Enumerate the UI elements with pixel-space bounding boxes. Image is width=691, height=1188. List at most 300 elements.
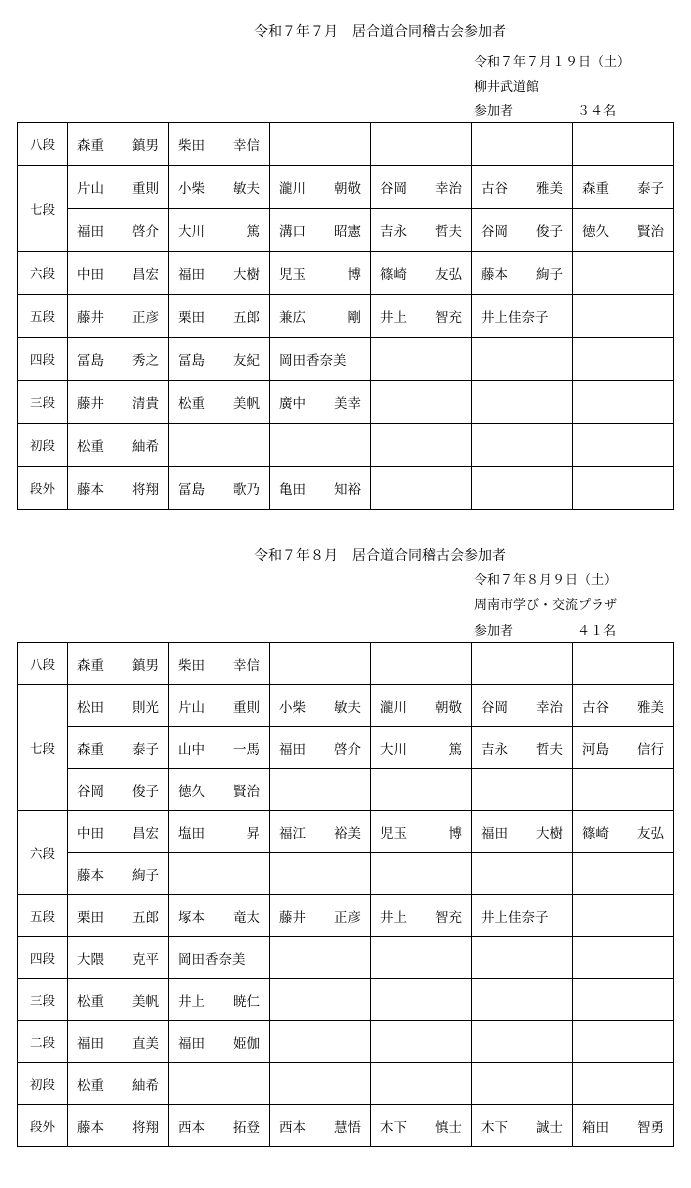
surname: 藤本 bbox=[77, 1119, 104, 1136]
name-cell bbox=[573, 1105, 674, 1147]
surname: 森重 bbox=[77, 741, 104, 758]
name-cell bbox=[371, 727, 472, 769]
given-name: 雅美 bbox=[637, 699, 664, 716]
given-name: 篤 bbox=[246, 224, 260, 240]
given-name: 大樹 bbox=[233, 267, 260, 283]
participant-count: ３４名 bbox=[577, 104, 617, 119]
name-cell bbox=[573, 166, 674, 209]
name-cell bbox=[68, 166, 169, 209]
surname: 福田 bbox=[77, 224, 104, 240]
name-cell bbox=[169, 811, 270, 853]
surname: 小柴 bbox=[279, 699, 306, 716]
surname: 篠崎 bbox=[380, 267, 407, 283]
name-cell bbox=[169, 1063, 270, 1105]
table-row bbox=[18, 1063, 674, 1105]
name-cell bbox=[169, 252, 270, 295]
name-cell bbox=[270, 252, 371, 295]
surname: 森重 bbox=[582, 181, 609, 197]
rank-label: 六段 bbox=[18, 252, 68, 295]
given-name: 啓介 bbox=[132, 224, 159, 240]
name-cell bbox=[472, 209, 573, 252]
name-cell bbox=[371, 811, 472, 853]
surname: 西本 bbox=[279, 1119, 306, 1136]
name-cell bbox=[573, 1021, 674, 1063]
given-name: 信行 bbox=[637, 741, 664, 758]
rank-label: 六段 bbox=[18, 811, 68, 895]
table-row bbox=[18, 1105, 674, 1147]
given-name: 友弘 bbox=[637, 825, 664, 842]
name-cell bbox=[68, 727, 169, 769]
name-cell bbox=[573, 338, 674, 381]
given-name: 暁仁 bbox=[233, 993, 260, 1010]
name-cell bbox=[472, 123, 573, 166]
given-name: 智充 bbox=[435, 310, 462, 326]
surname: 亀田 bbox=[279, 482, 306, 498]
surname: 福田 bbox=[481, 825, 508, 842]
name-cell bbox=[169, 979, 270, 1021]
surname: 森重 bbox=[77, 138, 104, 154]
surname: 木下 bbox=[481, 1119, 508, 1136]
event-date: 令和７年８月９日（土） bbox=[474, 573, 618, 588]
table-row bbox=[18, 1021, 674, 1063]
given-name: 智勇 bbox=[637, 1119, 664, 1136]
name-cell bbox=[169, 727, 270, 769]
surname: 松重 bbox=[77, 1077, 104, 1094]
rank-label: 七段 bbox=[18, 166, 68, 252]
table-row bbox=[18, 166, 674, 209]
table-row bbox=[18, 338, 674, 381]
name-cell bbox=[270, 769, 371, 811]
name-cell bbox=[169, 895, 270, 937]
name-cell bbox=[68, 853, 169, 895]
surname: 藤本 bbox=[481, 267, 508, 283]
table-row bbox=[18, 685, 674, 727]
name-cell bbox=[68, 338, 169, 381]
rank-label: 七段 bbox=[18, 685, 68, 811]
given-name: 慧悟 bbox=[334, 1119, 361, 1136]
name-cell bbox=[371, 295, 472, 338]
given-name: 泰子 bbox=[637, 181, 664, 197]
name-cell bbox=[573, 811, 674, 853]
rank-label: 四段 bbox=[18, 338, 68, 381]
name-cell bbox=[169, 937, 270, 979]
name-cell bbox=[573, 769, 674, 811]
given-name: 剛 bbox=[347, 310, 361, 326]
surname: 谷岡 bbox=[481, 224, 508, 240]
name-cell bbox=[270, 727, 371, 769]
name-cell bbox=[270, 643, 371, 685]
name-cell bbox=[472, 979, 573, 1021]
name-cell bbox=[169, 1021, 270, 1063]
given-name: 昌宏 bbox=[132, 825, 159, 842]
name-cell bbox=[68, 295, 169, 338]
name-cell bbox=[270, 1021, 371, 1063]
name-cell bbox=[472, 769, 573, 811]
name-cell bbox=[371, 252, 472, 295]
given-name: 篤 bbox=[448, 741, 462, 758]
surname: 井上佳奈子 bbox=[481, 909, 549, 926]
given-name: 竜太 bbox=[233, 909, 260, 926]
roster-table-july bbox=[17, 122, 674, 510]
surname: 小柴 bbox=[178, 181, 205, 197]
surname: 井上 bbox=[380, 310, 407, 326]
surname: 松重 bbox=[77, 439, 104, 455]
surname: 瀧川 bbox=[279, 181, 306, 197]
rank-label: 二段 bbox=[18, 1021, 68, 1063]
name-cell bbox=[270, 338, 371, 381]
table-row bbox=[18, 853, 674, 895]
name-cell bbox=[472, 424, 573, 467]
given-name: 賢治 bbox=[233, 783, 260, 800]
given-name: 博 bbox=[347, 267, 361, 283]
name-cell bbox=[472, 853, 573, 895]
surname: 谷岡 bbox=[481, 699, 508, 716]
given-name: 誠士 bbox=[536, 1119, 563, 1136]
surname: 山中 bbox=[178, 741, 205, 758]
name-cell bbox=[472, 685, 573, 727]
section-title: 令和７年７月 居合道合同稽古会参加者 bbox=[254, 24, 506, 40]
surname: 井上 bbox=[380, 909, 407, 926]
given-name: 五郎 bbox=[132, 909, 159, 926]
name-cell bbox=[371, 424, 472, 467]
surname: 大隈 bbox=[77, 951, 104, 968]
surname: 藤本 bbox=[77, 867, 104, 884]
given-name: 幸信 bbox=[233, 138, 260, 154]
surname: 箱田 bbox=[582, 1119, 609, 1136]
surname: 徳久 bbox=[582, 224, 609, 240]
name-cell bbox=[573, 123, 674, 166]
surname: 瀧川 bbox=[380, 699, 407, 716]
surname: 柴田 bbox=[178, 138, 205, 154]
surname: 松田 bbox=[77, 699, 104, 716]
name-cell bbox=[371, 979, 472, 1021]
name-cell bbox=[68, 1105, 169, 1147]
name-cell bbox=[573, 295, 674, 338]
roster-table-august bbox=[17, 642, 674, 1147]
name-cell bbox=[371, 467, 472, 510]
name-cell bbox=[573, 937, 674, 979]
name-cell bbox=[270, 209, 371, 252]
given-name: 拓登 bbox=[233, 1119, 260, 1136]
name-cell bbox=[371, 895, 472, 937]
surname: 児玉 bbox=[279, 267, 306, 283]
name-cell bbox=[573, 727, 674, 769]
participant-count-label: 参加者 bbox=[474, 624, 514, 639]
surname: 大川 bbox=[380, 741, 407, 758]
name-cell bbox=[270, 895, 371, 937]
given-name: 幸治 bbox=[435, 181, 462, 197]
surname: 森重 bbox=[77, 657, 104, 674]
given-name: 絢子 bbox=[536, 267, 563, 283]
surname: 溝口 bbox=[279, 224, 306, 240]
surname: 福江 bbox=[279, 825, 306, 842]
name-cell bbox=[169, 123, 270, 166]
rank-label: 八段 bbox=[18, 643, 68, 685]
given-name: 朝敬 bbox=[435, 699, 462, 716]
given-name: 重則 bbox=[233, 699, 260, 716]
surname: 中田 bbox=[77, 267, 104, 283]
name-cell bbox=[472, 295, 573, 338]
event-venue: 周南市学び・交流プラザ bbox=[474, 598, 618, 613]
name-cell bbox=[371, 937, 472, 979]
surname: 岡田香奈美 bbox=[279, 353, 347, 369]
surname: 岡田香奈美 bbox=[178, 951, 246, 968]
rank-label: 段外 bbox=[18, 467, 68, 510]
name-cell bbox=[371, 1021, 472, 1063]
name-cell bbox=[68, 1063, 169, 1105]
name-cell bbox=[68, 123, 169, 166]
rank-label: 八段 bbox=[18, 123, 68, 166]
name-cell bbox=[270, 1105, 371, 1147]
given-name: 一馬 bbox=[233, 741, 260, 758]
surname: 西本 bbox=[178, 1119, 205, 1136]
name-cell bbox=[270, 979, 371, 1021]
rank-label: 四段 bbox=[18, 937, 68, 979]
given-name: 美帆 bbox=[233, 396, 260, 412]
table-row bbox=[18, 811, 674, 853]
given-name: 雅美 bbox=[536, 181, 563, 197]
given-name: 昇 bbox=[246, 825, 260, 842]
surname: 冨島 bbox=[178, 353, 205, 369]
surname: 井上 bbox=[178, 993, 205, 1010]
name-cell bbox=[371, 166, 472, 209]
given-name: 幸治 bbox=[536, 699, 563, 716]
participant-count-label: 参加者 bbox=[474, 104, 514, 119]
table-row bbox=[18, 979, 674, 1021]
surname: 栗田 bbox=[178, 310, 205, 326]
rank-label: 段外 bbox=[18, 1105, 68, 1147]
surname: 柴田 bbox=[178, 657, 205, 674]
given-name: 正彦 bbox=[334, 909, 361, 926]
name-cell bbox=[169, 769, 270, 811]
given-name: 鎮男 bbox=[132, 138, 159, 154]
surname: 児玉 bbox=[380, 825, 407, 842]
name-cell bbox=[472, 1105, 573, 1147]
name-cell bbox=[68, 937, 169, 979]
rank-label: 三段 bbox=[18, 381, 68, 424]
name-cell bbox=[472, 811, 573, 853]
table-row bbox=[18, 467, 674, 510]
name-cell bbox=[371, 338, 472, 381]
given-name: 重則 bbox=[132, 181, 159, 197]
name-cell bbox=[169, 166, 270, 209]
name-cell bbox=[472, 1063, 573, 1105]
given-name: 鎮男 bbox=[132, 657, 159, 674]
table-row bbox=[18, 252, 674, 295]
name-cell bbox=[472, 643, 573, 685]
name-cell bbox=[472, 338, 573, 381]
name-cell bbox=[573, 209, 674, 252]
given-name: 正彦 bbox=[132, 310, 159, 326]
name-cell bbox=[68, 467, 169, 510]
given-name: 将翔 bbox=[132, 1119, 159, 1136]
name-cell bbox=[270, 467, 371, 510]
event-venue: 柳井武道館 bbox=[474, 80, 540, 95]
table-row bbox=[18, 769, 674, 811]
surname: 中田 bbox=[77, 825, 104, 842]
surname: 廣中 bbox=[279, 396, 306, 412]
surname: 古谷 bbox=[481, 181, 508, 197]
given-name: 則光 bbox=[132, 699, 159, 716]
given-name: 紬希 bbox=[132, 1077, 159, 1094]
name-cell bbox=[68, 685, 169, 727]
given-name: 昭憲 bbox=[334, 224, 361, 240]
table-row bbox=[18, 937, 674, 979]
given-name: 慎士 bbox=[435, 1119, 462, 1136]
surname: 木下 bbox=[380, 1119, 407, 1136]
rank-label: 三段 bbox=[18, 979, 68, 1021]
name-cell bbox=[573, 381, 674, 424]
given-name: 幸信 bbox=[233, 657, 260, 674]
surname: 井上佳奈子 bbox=[481, 310, 549, 326]
given-name: 大樹 bbox=[536, 825, 563, 842]
name-cell bbox=[169, 643, 270, 685]
given-name: 裕美 bbox=[334, 825, 361, 842]
name-cell bbox=[573, 643, 674, 685]
given-name: 泰子 bbox=[132, 741, 159, 758]
name-cell bbox=[472, 381, 573, 424]
name-cell bbox=[270, 937, 371, 979]
given-name: 友弘 bbox=[435, 267, 462, 283]
name-cell bbox=[573, 1063, 674, 1105]
table-row bbox=[18, 895, 674, 937]
name-cell bbox=[472, 467, 573, 510]
surname: 藤井 bbox=[77, 310, 104, 326]
name-cell bbox=[68, 424, 169, 467]
name-cell bbox=[472, 1021, 573, 1063]
name-cell bbox=[472, 727, 573, 769]
rank-label: 初段 bbox=[18, 1063, 68, 1105]
surname: 吉永 bbox=[380, 224, 407, 240]
table-row bbox=[18, 643, 674, 685]
name-cell bbox=[68, 769, 169, 811]
surname: 藤井 bbox=[77, 396, 104, 412]
given-name: 俊子 bbox=[132, 783, 159, 800]
name-cell bbox=[371, 853, 472, 895]
given-name: 友紀 bbox=[233, 353, 260, 369]
name-cell bbox=[270, 123, 371, 166]
given-name: 智充 bbox=[435, 909, 462, 926]
name-cell bbox=[68, 1021, 169, 1063]
surname: 冨島 bbox=[77, 353, 104, 369]
given-name: 克平 bbox=[132, 951, 159, 968]
name-cell bbox=[169, 295, 270, 338]
surname: 徳久 bbox=[178, 783, 205, 800]
name-cell bbox=[573, 853, 674, 895]
name-cell bbox=[371, 123, 472, 166]
name-cell bbox=[573, 895, 674, 937]
rank-label: 初段 bbox=[18, 424, 68, 467]
name-cell bbox=[68, 252, 169, 295]
name-cell bbox=[169, 338, 270, 381]
surname: 塩田 bbox=[178, 825, 205, 842]
surname: 谷岡 bbox=[380, 181, 407, 197]
surname: 篠崎 bbox=[582, 825, 609, 842]
given-name: 美幸 bbox=[334, 396, 361, 412]
surname: 栗田 bbox=[77, 909, 104, 926]
name-cell bbox=[371, 381, 472, 424]
participant-count: ４１名 bbox=[577, 624, 617, 639]
surname: 古谷 bbox=[582, 699, 609, 716]
surname: 片山 bbox=[178, 699, 205, 716]
name-cell bbox=[573, 424, 674, 467]
surname: 吉永 bbox=[481, 741, 508, 758]
name-cell bbox=[68, 643, 169, 685]
name-cell bbox=[472, 937, 573, 979]
given-name: 哲夫 bbox=[435, 224, 462, 240]
surname: 兼広 bbox=[279, 310, 306, 326]
name-cell bbox=[68, 381, 169, 424]
surname: 福田 bbox=[178, 267, 205, 283]
given-name: 秀之 bbox=[132, 353, 159, 369]
rank-label: 五段 bbox=[18, 295, 68, 338]
given-name: 将翔 bbox=[132, 482, 159, 498]
surname: 福田 bbox=[178, 1035, 205, 1052]
table-row bbox=[18, 123, 674, 166]
given-name: 歌乃 bbox=[233, 482, 260, 498]
given-name: 美帆 bbox=[132, 993, 159, 1010]
name-cell bbox=[270, 295, 371, 338]
name-cell bbox=[169, 685, 270, 727]
given-name: 博 bbox=[448, 825, 462, 842]
surname: 藤井 bbox=[279, 909, 306, 926]
given-name: 敏夫 bbox=[334, 699, 361, 716]
name-cell bbox=[270, 166, 371, 209]
name-cell bbox=[68, 895, 169, 937]
surname: 福田 bbox=[77, 1035, 104, 1052]
name-cell bbox=[371, 643, 472, 685]
name-cell bbox=[371, 769, 472, 811]
given-name: 昌宏 bbox=[132, 267, 159, 283]
surname: 松重 bbox=[178, 396, 205, 412]
name-cell bbox=[371, 209, 472, 252]
name-cell bbox=[573, 685, 674, 727]
given-name: 清貴 bbox=[132, 396, 159, 412]
table-row bbox=[18, 209, 674, 252]
name-cell bbox=[371, 1063, 472, 1105]
surname: 冨島 bbox=[178, 482, 205, 498]
table-row bbox=[18, 727, 674, 769]
table-row bbox=[18, 381, 674, 424]
name-cell bbox=[472, 166, 573, 209]
given-name: 紬希 bbox=[132, 439, 159, 455]
surname: 福田 bbox=[279, 741, 306, 758]
surname: 塚本 bbox=[178, 909, 205, 926]
table-row bbox=[18, 424, 674, 467]
name-cell bbox=[169, 209, 270, 252]
given-name: 啓介 bbox=[334, 741, 361, 758]
name-cell bbox=[472, 252, 573, 295]
name-cell bbox=[270, 685, 371, 727]
given-name: 絢子 bbox=[132, 867, 159, 884]
name-cell bbox=[270, 1063, 371, 1105]
given-name: 哲夫 bbox=[536, 741, 563, 758]
name-cell bbox=[169, 424, 270, 467]
given-name: 直美 bbox=[132, 1035, 159, 1052]
given-name: 知裕 bbox=[334, 482, 361, 498]
name-cell bbox=[169, 467, 270, 510]
name-cell bbox=[68, 979, 169, 1021]
name-cell bbox=[371, 685, 472, 727]
given-name: 賢治 bbox=[637, 224, 664, 240]
given-name: 俊子 bbox=[536, 224, 563, 240]
surname: 片山 bbox=[77, 181, 104, 197]
name-cell bbox=[472, 895, 573, 937]
name-cell bbox=[68, 811, 169, 853]
section-title: 令和７年８月 居合道合同稽古会参加者 bbox=[254, 548, 506, 564]
name-cell bbox=[573, 979, 674, 1021]
table-row bbox=[18, 295, 674, 338]
